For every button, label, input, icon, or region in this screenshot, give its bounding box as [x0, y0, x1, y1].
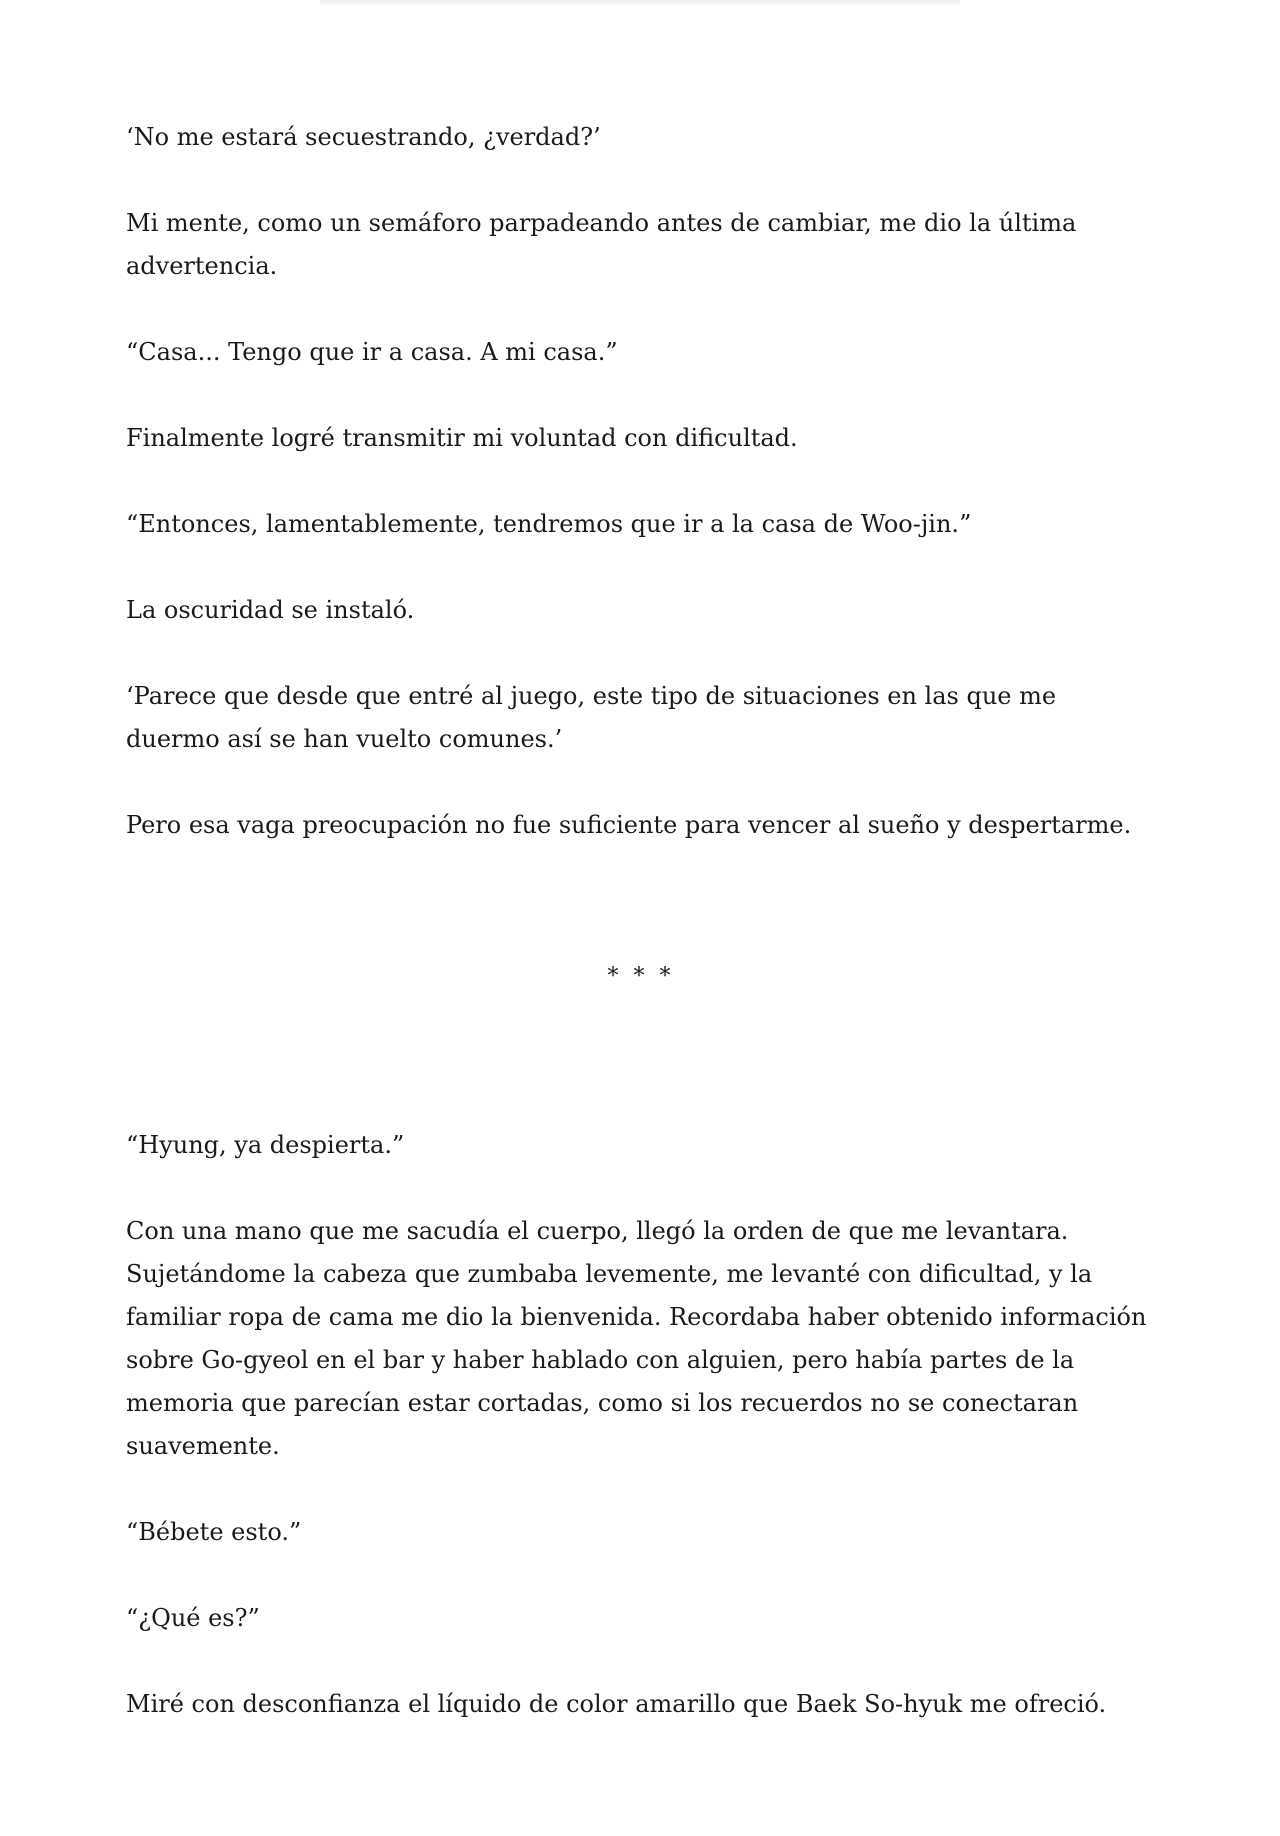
paragraph: Finalmente logré transmitir mi voluntad con dificultad. — [126, 424, 798, 452]
paragraph: “Entonces, lamentablemente, tendremos que ir a la casa de Woo-jin.” — [126, 510, 972, 538]
paragraph: La oscuridad se instaló. — [126, 596, 415, 624]
chapter-text — [126, 116, 1156, 1769]
paragraph: ‘Parece que desde que entré al juego, este tipo de situaciones en las que me duermo así se han vuelto comunes.’ — [126, 682, 1057, 753]
section-spacer — [126, 998, 1156, 1124]
paragraph: Pero esa vaga preocupación no fue suficiente para vencer al sueño y despertarme. — [126, 811, 1132, 839]
paragraph: ‘No me estará secuestrando, ¿verdad?’ — [126, 123, 601, 151]
paragraph: “Bébete esto.” — [126, 1518, 302, 1546]
top-edge-shadow — [320, 0, 960, 6]
paragraph: “¿Qué es?” — [126, 1604, 260, 1632]
paragraph: Miré con desconfianza el líquido de color amarillo que Baek So-hyuk me ofreció. — [126, 1690, 1107, 1718]
paragraph: Con una mano que me sacudía el cuerpo, llegó la orden de que me levantara. Sujetándome la cabeza que zumbaba levemente, me levanté con dificultad, y la familiar ropa de cama me dio la bienvenida. Recordaba haber obtenido información sobre Go-gyeol en el bar y haber hablado con alguien, pero había partes de la memoria que parecían estar cortadas, como si los recuerdos no se conectaran suavemente. — [126, 1217, 1147, 1460]
paragraph: “Casa... Tengo que ir a casa. A mi casa.” — [126, 338, 618, 366]
paragraph: “Hyung, ya despierta.” — [126, 1131, 405, 1159]
scene-break: * * * — [607, 964, 675, 989]
paragraph: Mi mente, como un semáforo parpadeando antes de cambiar, me dio la última advertencia. — [126, 209, 1077, 280]
